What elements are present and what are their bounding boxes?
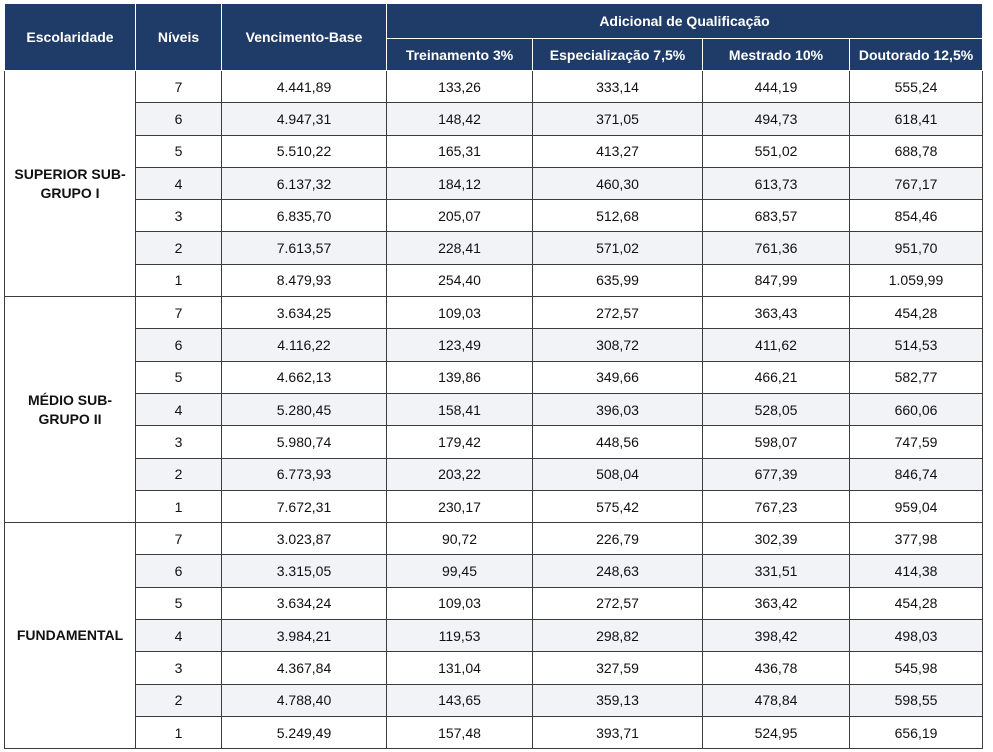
vencimento-cell: 4.116,22 [222, 329, 387, 361]
nivel-cell: 3 [136, 200, 222, 232]
mestrado-cell: 677,39 [703, 458, 850, 490]
doutorado-cell: 377,98 [850, 523, 983, 555]
vencimento-cell: 6.835,70 [222, 200, 387, 232]
especializacao-cell: 393,71 [533, 716, 703, 748]
doutorado-cell: 454,28 [850, 587, 983, 619]
treinamento-cell: 184,12 [387, 167, 533, 199]
mestrado-cell: 551,02 [703, 135, 850, 167]
especializacao-cell: 413,27 [533, 135, 703, 167]
treinamento-cell: 158,41 [387, 393, 533, 425]
doutorado-cell: 1.059,99 [850, 264, 983, 296]
especializacao-cell: 308,72 [533, 329, 703, 361]
treinamento-cell: 230,17 [387, 490, 533, 522]
treinamento-cell: 165,31 [387, 135, 533, 167]
header-adicional-qualificacao: Adicional de Qualificação [387, 4, 983, 39]
vencimento-cell: 5.280,45 [222, 393, 387, 425]
table-row [5, 297, 983, 329]
vencimento-cell: 5.510,22 [222, 135, 387, 167]
treinamento-cell: 123,49 [387, 329, 533, 361]
table-row [5, 71, 983, 103]
table-row [5, 620, 983, 652]
especializacao-cell: 226,79 [533, 523, 703, 555]
table-row [5, 232, 983, 264]
nivel-cell: 5 [136, 587, 222, 619]
mestrado-cell: 478,84 [703, 684, 850, 716]
especializacao-cell: 272,57 [533, 297, 703, 329]
doutorado-cell: 846,74 [850, 458, 983, 490]
doutorado-cell: 555,24 [850, 71, 983, 103]
mestrado-cell: 302,39 [703, 523, 850, 555]
mestrado-cell: 436,78 [703, 652, 850, 684]
especializacao-cell: 460,30 [533, 167, 703, 199]
table-row [5, 135, 983, 167]
vencimento-cell: 4.947,31 [222, 103, 387, 135]
vencimento-cell: 4.788,40 [222, 684, 387, 716]
header-niveis: Níveis [136, 4, 222, 71]
especializacao-cell: 359,13 [533, 684, 703, 716]
nivel-cell: 1 [136, 490, 222, 522]
treinamento-cell: 254,40 [387, 264, 533, 296]
nivel-cell: 7 [136, 297, 222, 329]
nivel-cell: 3 [136, 652, 222, 684]
header-especializacao: Especialização 7,5% [533, 39, 703, 71]
treinamento-cell: 143,65 [387, 684, 533, 716]
vencimento-cell: 5.980,74 [222, 426, 387, 458]
doutorado-cell: 959,04 [850, 490, 983, 522]
especializacao-cell: 508,04 [533, 458, 703, 490]
table-row [5, 103, 983, 135]
especializacao-cell: 635,99 [533, 264, 703, 296]
header-treinamento: Treinamento 3% [387, 39, 533, 71]
mestrado-cell: 494,73 [703, 103, 850, 135]
mestrado-cell: 598,07 [703, 426, 850, 458]
treinamento-cell: 109,03 [387, 297, 533, 329]
mestrado-cell: 444,19 [703, 71, 850, 103]
mestrado-cell: 466,21 [703, 361, 850, 393]
mestrado-cell: 683,57 [703, 200, 850, 232]
escolaridade-group-label: FUNDAMENTAL [5, 523, 136, 749]
nivel-cell: 6 [136, 103, 222, 135]
nivel-cell: 2 [136, 232, 222, 264]
especializacao-cell: 571,02 [533, 232, 703, 264]
vencimento-cell: 8.479,93 [222, 264, 387, 296]
doutorado-cell: 854,46 [850, 200, 983, 232]
nivel-cell: 5 [136, 135, 222, 167]
vencimento-cell: 4.662,13 [222, 361, 387, 393]
table-row [5, 167, 983, 199]
table-row [5, 652, 983, 684]
doutorado-cell: 951,70 [850, 232, 983, 264]
especializacao-cell: 349,66 [533, 361, 703, 393]
table-row [5, 490, 983, 522]
treinamento-cell: 205,07 [387, 200, 533, 232]
especializacao-cell: 575,42 [533, 490, 703, 522]
treinamento-cell: 90,72 [387, 523, 533, 555]
vencimento-cell: 7.613,57 [222, 232, 387, 264]
treinamento-cell: 228,41 [387, 232, 533, 264]
salary-table [4, 3, 983, 749]
especializacao-cell: 248,63 [533, 555, 703, 587]
nivel-cell: 7 [136, 71, 222, 103]
mestrado-cell: 331,51 [703, 555, 850, 587]
vencimento-cell: 3.634,24 [222, 587, 387, 619]
table-row [5, 523, 983, 555]
table-row [5, 587, 983, 619]
mestrado-cell: 524,95 [703, 716, 850, 748]
treinamento-cell: 179,42 [387, 426, 533, 458]
table-row [5, 264, 983, 296]
treinamento-cell: 99,45 [387, 555, 533, 587]
nivel-cell: 6 [136, 329, 222, 361]
doutorado-cell: 747,59 [850, 426, 983, 458]
doutorado-cell: 660,06 [850, 393, 983, 425]
especializacao-cell: 327,59 [533, 652, 703, 684]
nivel-cell: 3 [136, 426, 222, 458]
escolaridade-group-label: MÉDIO SUB- GRUPO II [5, 297, 136, 523]
doutorado-cell: 688,78 [850, 135, 983, 167]
nivel-cell: 1 [136, 264, 222, 296]
doutorado-cell: 545,98 [850, 652, 983, 684]
especializacao-cell: 396,03 [533, 393, 703, 425]
table-header [5, 4, 983, 71]
salary-table-container [4, 3, 983, 749]
especializacao-cell: 512,68 [533, 200, 703, 232]
table-row [5, 361, 983, 393]
nivel-cell: 1 [136, 716, 222, 748]
table-row [5, 426, 983, 458]
header-escolaridade: Escolaridade [5, 4, 136, 71]
table-body [5, 71, 983, 749]
especializacao-cell: 333,14 [533, 71, 703, 103]
mestrado-cell: 847,99 [703, 264, 850, 296]
table-row [5, 458, 983, 490]
mestrado-cell: 613,73 [703, 167, 850, 199]
vencimento-cell: 3.984,21 [222, 620, 387, 652]
treinamento-cell: 139,86 [387, 361, 533, 393]
vencimento-cell: 6.773,93 [222, 458, 387, 490]
treinamento-cell: 203,22 [387, 458, 533, 490]
table-row [5, 555, 983, 587]
mestrado-cell: 528,05 [703, 393, 850, 425]
vencimento-cell: 5.249,49 [222, 716, 387, 748]
nivel-cell: 6 [136, 555, 222, 587]
especializacao-cell: 448,56 [533, 426, 703, 458]
vencimento-cell: 3.023,87 [222, 523, 387, 555]
doutorado-cell: 598,55 [850, 684, 983, 716]
especializacao-cell: 298,82 [533, 620, 703, 652]
especializacao-cell: 371,05 [533, 103, 703, 135]
header-mestrado: Mestrado 10% [703, 39, 850, 71]
mestrado-cell: 363,43 [703, 297, 850, 329]
doutorado-cell: 767,17 [850, 167, 983, 199]
escolaridade-group-label: SUPERIOR SUB- GRUPO I [5, 71, 136, 297]
treinamento-cell: 157,48 [387, 716, 533, 748]
treinamento-cell: 131,04 [387, 652, 533, 684]
mestrado-cell: 398,42 [703, 620, 850, 652]
doutorado-cell: 582,77 [850, 361, 983, 393]
nivel-cell: 7 [136, 523, 222, 555]
header-doutorado: Doutorado 12,5% [850, 39, 983, 71]
mestrado-cell: 767,23 [703, 490, 850, 522]
nivel-cell: 2 [136, 458, 222, 490]
treinamento-cell: 148,42 [387, 103, 533, 135]
doutorado-cell: 498,03 [850, 620, 983, 652]
doutorado-cell: 414,38 [850, 555, 983, 587]
especializacao-cell: 272,57 [533, 587, 703, 619]
vencimento-cell: 6.137,32 [222, 167, 387, 199]
doutorado-cell: 454,28 [850, 297, 983, 329]
table-row [5, 393, 983, 425]
nivel-cell: 2 [136, 684, 222, 716]
vencimento-cell: 4.441,89 [222, 71, 387, 103]
table-row [5, 716, 983, 748]
mestrado-cell: 761,36 [703, 232, 850, 264]
table-row [5, 200, 983, 232]
mestrado-cell: 363,42 [703, 587, 850, 619]
treinamento-cell: 109,03 [387, 587, 533, 619]
doutorado-cell: 618,41 [850, 103, 983, 135]
mestrado-cell: 411,62 [703, 329, 850, 361]
vencimento-cell: 3.634,25 [222, 297, 387, 329]
vencimento-cell: 3.315,05 [222, 555, 387, 587]
table-row [5, 684, 983, 716]
vencimento-cell: 4.367,84 [222, 652, 387, 684]
doutorado-cell: 514,53 [850, 329, 983, 361]
vencimento-cell: 7.672,31 [222, 490, 387, 522]
treinamento-cell: 119,53 [387, 620, 533, 652]
nivel-cell: 4 [136, 620, 222, 652]
doutorado-cell: 656,19 [850, 716, 983, 748]
header-vencimento-base: Vencimento-Base [222, 4, 387, 71]
table-row [5, 329, 983, 361]
nivel-cell: 4 [136, 393, 222, 425]
nivel-cell: 5 [136, 361, 222, 393]
nivel-cell: 4 [136, 167, 222, 199]
treinamento-cell: 133,26 [387, 71, 533, 103]
